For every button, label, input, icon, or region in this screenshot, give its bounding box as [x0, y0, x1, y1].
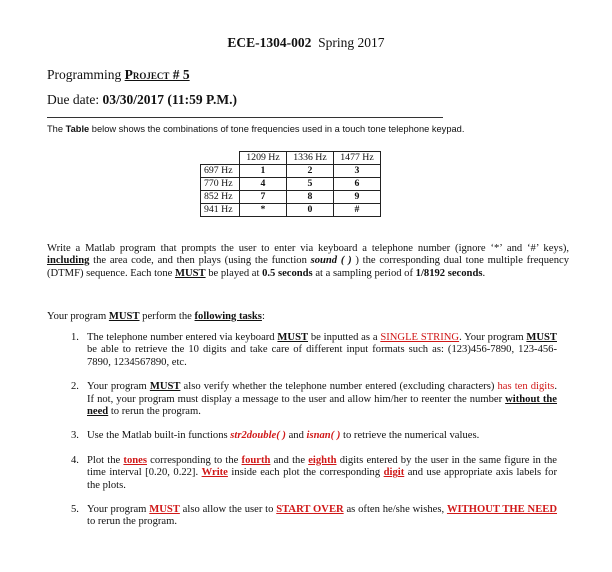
must-emphasis: MUST — [174, 267, 206, 279]
list-item: 5. Your program MUST also allow the user to START OVER as often he/she wishes, WITHOUT THE NEED to rerun the program. — [71, 504, 557, 528]
following-tasks-emphasis: following tasks — [194, 311, 262, 322]
must-emphasis: MUST — [526, 332, 557, 343]
fourth-emphasis: fourth — [241, 454, 271, 466]
table-cell: 3 — [334, 165, 381, 178]
table-cell: 5 — [287, 178, 334, 191]
term: Spring 2017 — [318, 35, 385, 50]
sound-function: sound ( ) — [310, 255, 352, 267]
table-corner — [201, 152, 240, 165]
item-number: 5. — [71, 504, 79, 516]
intro-table-word: Table — [65, 124, 90, 134]
keypad-frequency-table — [200, 151, 381, 217]
item-number: 2. — [71, 381, 79, 393]
sampling-period: 1/8192 seconds — [415, 267, 483, 279]
must-emphasis: MUST — [149, 504, 180, 516]
table-row — [201, 204, 381, 217]
intro-post: below shows the combinations of tone frequencies used in a touch tone telephone keypad. — [89, 124, 465, 134]
list-item: 3. Use the Matlab built-in functions str2double( ) and isnan( ) to retrieve the numerical values. — [71, 430, 480, 442]
table-header-row — [201, 152, 381, 165]
table-cell: 2 — [287, 165, 334, 178]
has-ten-digits-emphasis: has ten digits — [497, 381, 555, 393]
table-cell: 1 — [240, 165, 287, 178]
table-cell: 0 — [287, 204, 334, 217]
document-title — [0, 35, 612, 51]
table-cell: 4 — [240, 178, 287, 191]
row-header: 697 Hz — [201, 165, 240, 178]
must-emphasis: MUST — [277, 332, 309, 343]
without-the-need-emphasis: without the need — [87, 393, 558, 418]
col-header: 1477 Hz — [334, 152, 381, 165]
must-emphasis: MUST — [149, 381, 181, 393]
table-cell: 8 — [287, 191, 334, 204]
table-row — [201, 191, 381, 204]
tone-duration: 0.5 seconds — [262, 267, 313, 279]
project-label: Project # 5 — [124, 67, 190, 82]
course-code: ECE-1304-002 — [227, 35, 312, 50]
tasks-intro: Your program MUST perform the following tasks: — [47, 311, 265, 322]
item-number: 1. — [71, 332, 79, 343]
row-header: 852 Hz — [201, 191, 240, 204]
table-cell: 6 — [334, 178, 381, 191]
description-paragraph: Write a Matlab program that prompts the user to enter via keyboard a telephone number (ignore ‘*’ and ‘#’ keys), including the area code, and then plays (using the function sound ( ) ) the corresponding dual tone multiple frequency (DTMF) sequence. Each tone MUST be played at 0.5 seconds at a sampling period of 1/8192 seconds. — [47, 243, 569, 279]
eighth-emphasis: eighth — [308, 454, 337, 466]
table-row — [201, 165, 381, 178]
table-cell: * — [240, 204, 287, 217]
list-item: 4. Plot the tones corresponding to the fourth and the eighth digits entered by the user in the same figure in the time interval [0.20, 0.22]. Write inside each plot the corresponding digit and use appropriate axis labels for the plots. — [71, 454, 558, 491]
table-row — [201, 178, 381, 191]
row-header: 770 Hz — [201, 178, 240, 191]
col-header: 1209 Hz — [240, 152, 287, 165]
programming-label: Programming — [47, 67, 122, 82]
str2double-function: str2double( ) — [230, 430, 286, 442]
col-header: 1336 Hz — [287, 152, 334, 165]
item-number: 3. — [71, 430, 79, 442]
table-cell: 7 — [240, 191, 287, 204]
task-list — [47, 332, 557, 529]
row-header: 941 Hz — [201, 204, 240, 217]
due-date-line — [47, 92, 237, 108]
without-the-need-emphasis: WITHOUT THE NEED — [446, 504, 557, 516]
table-cell: 9 — [334, 191, 381, 204]
must-emphasis: MUST — [108, 311, 140, 322]
table-cell: # — [334, 204, 381, 217]
start-over-emphasis: START OVER — [276, 504, 344, 516]
programming-project-line — [47, 67, 190, 83]
digit-emphasis: digit — [383, 467, 405, 479]
including-emphasis: including — [47, 255, 90, 267]
single-string-emphasis: SINGLE STRING — [380, 332, 460, 343]
write-emphasis: Write — [201, 467, 228, 479]
intro-pre: The — [47, 124, 66, 134]
tones-emphasis: tones — [123, 454, 147, 466]
list-item: 1. The telephone number entered via keyboard MUST be inputted as a SINGLE STRING. Your program MUST be able to retrieve the 10 digits and take care of different input formats such as: (123)456-7890, 123-456-7890, 1234567890, etc. — [71, 332, 557, 368]
isnan-function: isnan( ) — [306, 430, 341, 442]
intro-text — [47, 124, 464, 134]
item-number: 4. — [71, 454, 79, 466]
due-label: Due date: — [47, 92, 100, 107]
divider — [47, 117, 443, 118]
due-date: 03/30/2017 (11:59 P.M.) — [102, 92, 237, 107]
list-item: 2. Your program MUST also verify whether the telephone number entered (excluding characters) has ten digits. If not, your program must display a message to the user and allow him/her to reenter the number without the need to rerun the program. — [71, 381, 558, 418]
